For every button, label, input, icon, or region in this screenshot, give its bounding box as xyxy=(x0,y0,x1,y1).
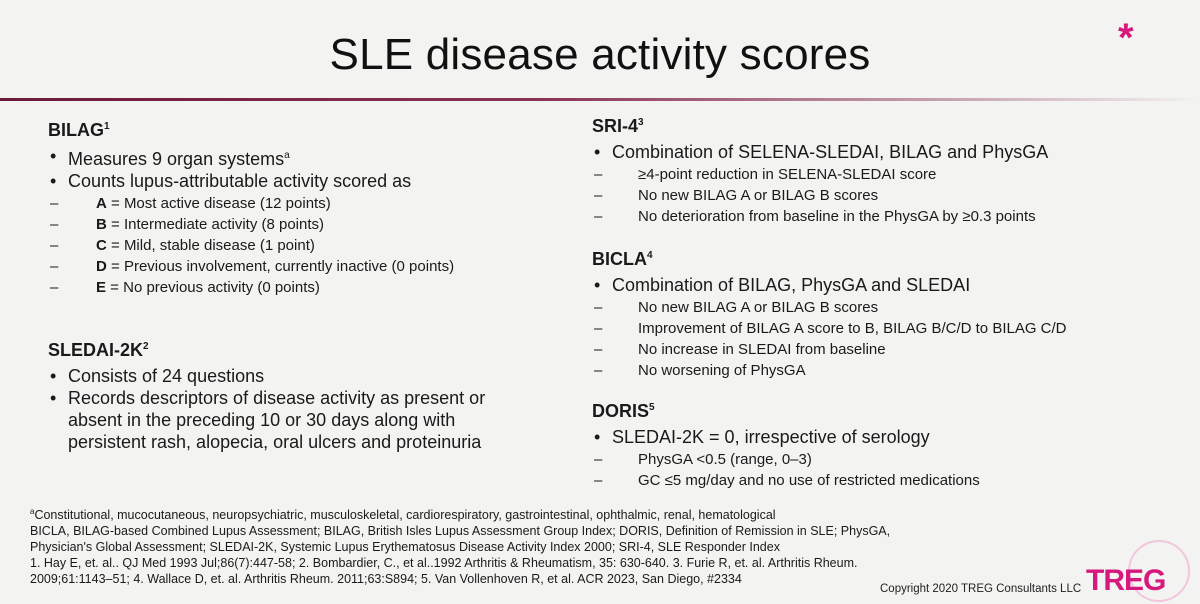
sub-item: – PhysGA <0.5 (range, 0–3) xyxy=(592,449,1182,470)
footnote-line: 2009;61:1143–51; 4. Wallace D, et. al. Arthritis Rheum. 2011;63:S894; 5. Van Vollenhoven R, et al. ACR 2023, San Diego, #2334 xyxy=(30,572,742,587)
sub-item: – GC ≤5 mg/day and no use of restricted medications xyxy=(592,470,1182,491)
right-column xyxy=(592,116,1182,491)
section-bilag xyxy=(48,120,588,298)
footnotes xyxy=(30,504,1130,587)
left-column xyxy=(48,120,588,453)
copyright: Copyright 2020 TREG Consultants LLC xyxy=(880,583,1082,595)
section-doris xyxy=(592,401,1182,491)
section-title-sledai: SLEDAI-$2K^2$ xyxy=(48,340,149,360)
title-divider xyxy=(0,98,1200,101)
list-item: • Consists of 24 questions xyxy=(48,365,588,387)
asterisk-icon: * xyxy=(1118,16,1134,60)
section-title-bicla: BICLA$^4$ xyxy=(592,249,653,269)
sub-item: – C = Mild, stable disease (1 point) xyxy=(48,235,588,256)
sub-item: – No new BILAG A or BILAG B scores xyxy=(592,297,1182,318)
list-item: • Combination of BILAG, PhysGA and SLEDAI – No new BILAG A or BILAG B scores – Improvement of BILAG A score to B, BILAG B/C/D to BILAG C/D – No increase in SLEDAI from baseline – No worsening of PhysGA xyxy=(592,274,1182,381)
footnote-line: BICLA, BILAG-based Combined Lupus Assessment; BILAG, British Isles Lupus Assessment Group Index; DORIS, Definition of Remission in SLE; PhysGA, xyxy=(30,524,891,539)
list-item: • Measures 9 organ systems$^a$ xyxy=(48,145,588,170)
sub-item: – No new BILAG A or BILAG B scores xyxy=(592,185,1182,206)
slide-title: SLE disease activity scores xyxy=(329,30,871,79)
treg-logo: TREG xyxy=(1086,564,1166,597)
section-title-bilag: BILAG$^1$ xyxy=(48,120,110,140)
sub-item: – No deterioration from baseline in the PhysGA by ≥0.3 points xyxy=(592,206,1182,227)
list-item: • Records descriptors of disease activity as present or absent in the preceding 10 or 30 days along with persistent rash, alopecia, oral ulcers and proteinuria xyxy=(48,387,538,453)
section-sledai xyxy=(48,340,588,453)
list-item: • Counts lupus-attributable activity scored as – A = Most active disease (12 points) – B = Intermediate activity (8 points) – C = Mild, stable disease (1 point) – D = Previous involvement, currently inactive (0 points) – E = No previous activity (0 points) xyxy=(48,170,588,298)
list-item: • Combination of SELENA-SLEDAI, BILAG and PhysGA – ≥4-point reduction in SELENA-SLEDAI score – No new BILAG A or BILAG B scores – No deterioration from baseline in the PhysGA by ≥0.3 points xyxy=(592,141,1182,227)
footnote-line: Physician's Global Assessment; SLEDAI-2K, Systemic Lupus Erythematosus Disease Activity Index 2000; SRI-4, SLE Responder Index xyxy=(30,540,780,555)
sub-item: – D = Previous involvement, currently inactive (0 points) xyxy=(48,256,588,277)
section-title-doris: DORIS$^5$ xyxy=(592,401,655,421)
sub-item: – ≥4-point reduction in SELENA-SLEDAI score xyxy=(592,164,1182,185)
sub-item: – E = No previous activity (0 points) xyxy=(48,277,588,298)
section-title-sri4: SRI-$4^3$ xyxy=(592,116,644,136)
footnote-line: 1. Hay E, et. al.. QJ Med 1993 Jul;86(7):447-58; 2. Bombardier, C., et al..1992 Arthritis & Rheumatism, 35: 630-640. 3. Furie R, et. al. Arthritis Rheum. xyxy=(30,556,858,571)
sub-item: – No worsening of PhysGA xyxy=(592,360,1182,381)
list-item: • SLEDAI-2K = 0, irrespective of serology – PhysGA <0.5 (range, 0–3) – GC ≤5 mg/day and no use of restricted medications xyxy=(592,426,1182,491)
sub-item: – No increase in SLEDAI from baseline xyxy=(592,339,1182,360)
sub-item: – Improvement of BILAG A score to B, BILAG B/C/D to BILAG C/D xyxy=(592,318,1182,339)
sub-item: – A = Most active disease (12 points) xyxy=(48,193,588,214)
footnote-line: $^a$Constitutional, mucocutaneous, neuropsychiatric, musculoskeletal, cardiorespiratory, gastrointestinal, ophthalmic, renal, hematological xyxy=(30,507,776,523)
sub-item: – B = Intermediate activity (8 points) xyxy=(48,214,588,235)
section-sri4 xyxy=(592,116,1182,227)
section-bicla xyxy=(592,249,1182,381)
